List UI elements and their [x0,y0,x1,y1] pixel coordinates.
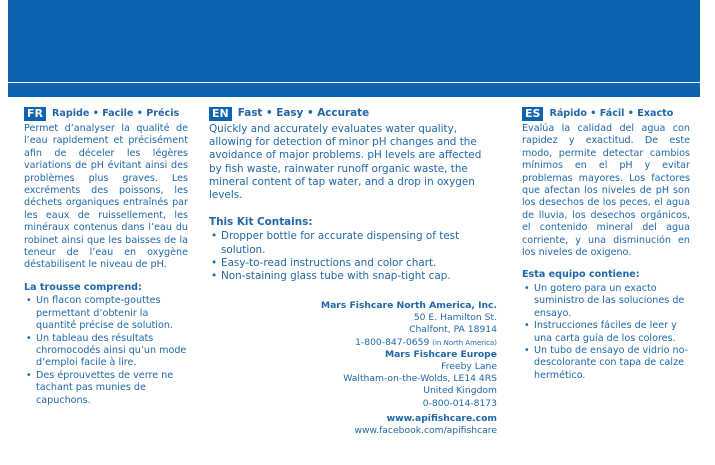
na-city: Chalfont, PA 18914 [409,324,497,336]
english-section [209,107,497,283]
spanish-kit-title: Esta equipo contiene: [522,269,640,281]
list-item: • Des éprouvettes de verre ne tachant pas munies de capuchons. [36,370,188,407]
english-title: Fast • Easy • Accurate [237,107,370,120]
english-kit-list [209,230,497,283]
eu-street: Freeby Lane [441,361,497,373]
french-kit-title: La trousse comprend: [24,281,142,293]
language-badge-fr: FR [24,107,46,121]
na-company: Mars Fishcare North America, Inc. [320,300,497,311]
english-kit-title: This Kit Contains: [209,216,313,229]
english-heading [209,107,497,121]
spanish-section [522,107,690,382]
list-item: • Un flacon compte-gouttes permettant d’obtenir la quantité précise de solution. [36,295,188,332]
spanish-body: Evalúa la calidad del agua con rapidez y exactitud. De este modo, permite detectar cambios mínimos en el pH y evitar problemas mayores. Los factores que afectan los niveles de pH son los desechos de los peces, el agua de lluvia, los desechos orgánicos, el contenido mineral del agua corriente, y una disminución en los niveles de oxigeno. [522,123,690,259]
eu-country: United Kingdom [423,385,497,397]
spanish-kit-list [522,283,690,382]
list-item: • Non-staining glass tube with snap-tight cap. [221,270,497,283]
eu-company: Mars Fishcare Europe [384,348,497,360]
list-item: • Instrucciones fáciles de leer y una carta guía de los colores. [534,320,690,345]
na-street: 50 E. Hamilton St. [413,312,497,324]
eu-city: Waltham-on-the-Wolds, LE14 4RS [343,373,497,385]
na-phone-note: (in North America) [432,338,497,347]
french-section [24,107,188,407]
list-item: • Un tubo de ensayo de vidrio no-descolorante con tapa de calze hermético. [534,345,690,382]
contact-block [277,300,497,437]
language-badge-en: EN [209,107,232,121]
banner-rule [8,83,700,97]
spanish-title: Rápido • Fácil • Exacto [549,107,674,119]
website-link[interactable]: www.apifishcare.com [386,412,497,424]
na-phone-line [277,337,497,349]
english-body: Quickly and accurately evaluates water quality, allowing for detection of minor pH changes and the avoidance of major problems. pH levels are affected by fish waste, rainwater runoff organic waste, the mineral content of tap water, and a drop in oxygen levels. [209,123,482,202]
french-title: Rapide • Facile • Précis [51,107,180,119]
eu-phone: 0-800-014-8173 [422,397,497,409]
french-body: Permet d’analyser la qualité de l’eau rapidement et précisément afin de déceler les légères variations de pH évitant ainsi des problèmes plus graves. Les excréments des poissons, les déchets organiques entraînés par les eaux de ruissellement, les minéraux contenus dans l’eau du robinet ainsi que les baisses de la teneur de l’eau en oxygène déstabilisent le niveau de pH. [24,123,188,271]
spanish-heading [522,107,690,121]
list-item: • Un gotero para un exacto suministro de las soluciones de ensayo. [534,283,690,320]
list-item: • Easy-to-read instructions and color chart. [221,257,497,270]
french-heading [24,107,188,121]
list-item: • Un tableau des résultats chromocodés ainsi qu’un mode d’emploi facile à lire. [36,333,188,370]
na-phone: 1-800-847-0659 [355,336,430,348]
top-banner [8,0,700,82]
language-badge-es: ES [522,107,543,121]
list-item: • Dropper bottle for accurate dispensing of test solution. [221,230,497,256]
french-kit-list [24,295,188,407]
facebook-link[interactable]: www.facebook.com/apifishcare [354,425,497,437]
